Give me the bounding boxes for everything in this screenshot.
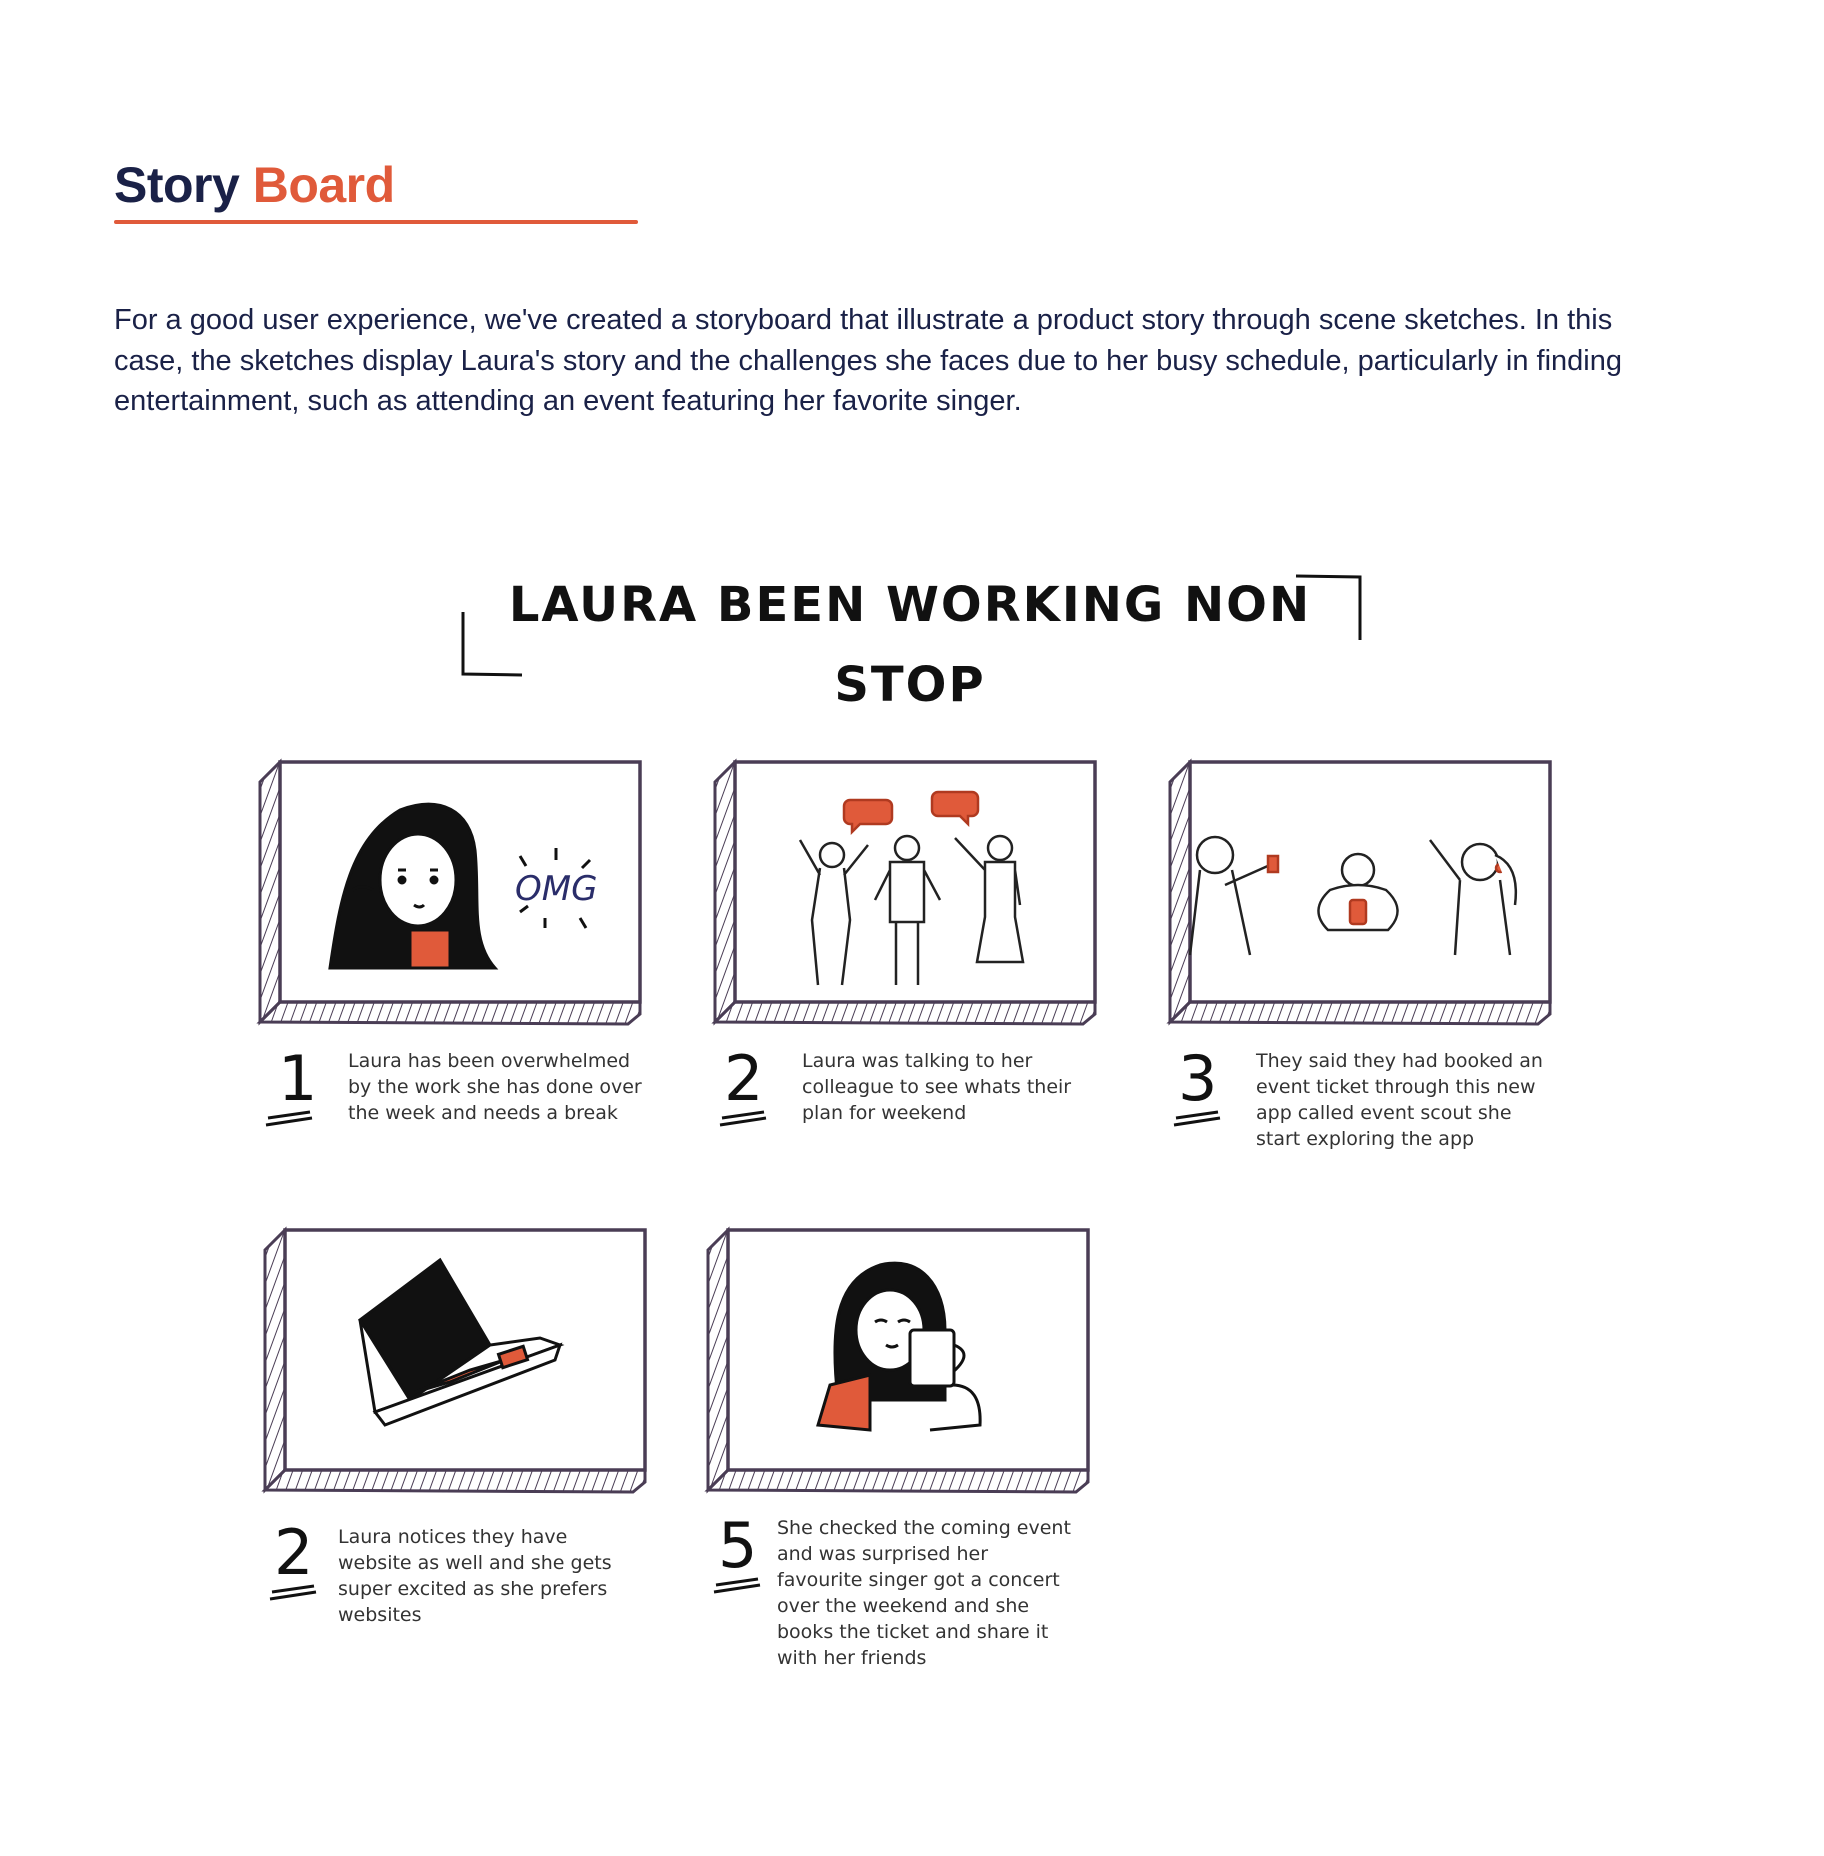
panel-caption-5: She checked the coming event and was surprised her favourite singer got a concert over the weekend and she books the ticket and share it with her friends [777, 1517, 1071, 1669]
storyboard-title: LAURA BEEN WORKING NON STOP [508, 577, 1312, 713]
title-word-story: Story [114, 157, 240, 213]
panel-caption-1: Laura has been overwhelmed by the work she has done over the week and needs a break [348, 1050, 642, 1124]
panel-caption-4: Laura notices they have website as well and she gets super excited as she prefers websites [338, 1526, 612, 1626]
title-bracket-left [463, 612, 522, 675]
panel-number-1: 1 [278, 1042, 318, 1115]
panel-caption-2: Laura was talking to her colleague to see whats their plan for weekend [802, 1050, 1072, 1124]
intro-paragraph: For a good user experience, we've created a storyboard that illustrate a product story through scene sketches. In this case, the sketches display Laura's story and the challenges she faces due to her busy schedule, particularly in finding entertainment, such as attending an event featuring her favorite singer. [114, 304, 1622, 417]
omg-text: OMG [515, 869, 598, 909]
panel-number-4: 2 [274, 1516, 314, 1589]
panel-number-2: 2 [724, 1042, 764, 1115]
title-word-board: Board [252, 157, 395, 213]
panel-number-3: 3 [1178, 1042, 1218, 1115]
title-bracket-right [1296, 576, 1360, 640]
panel-number-5: 5 [718, 1509, 758, 1582]
panel-caption-3: They said they had booked an event ticket through this new app called event scout she start exploring the app [1256, 1050, 1543, 1150]
